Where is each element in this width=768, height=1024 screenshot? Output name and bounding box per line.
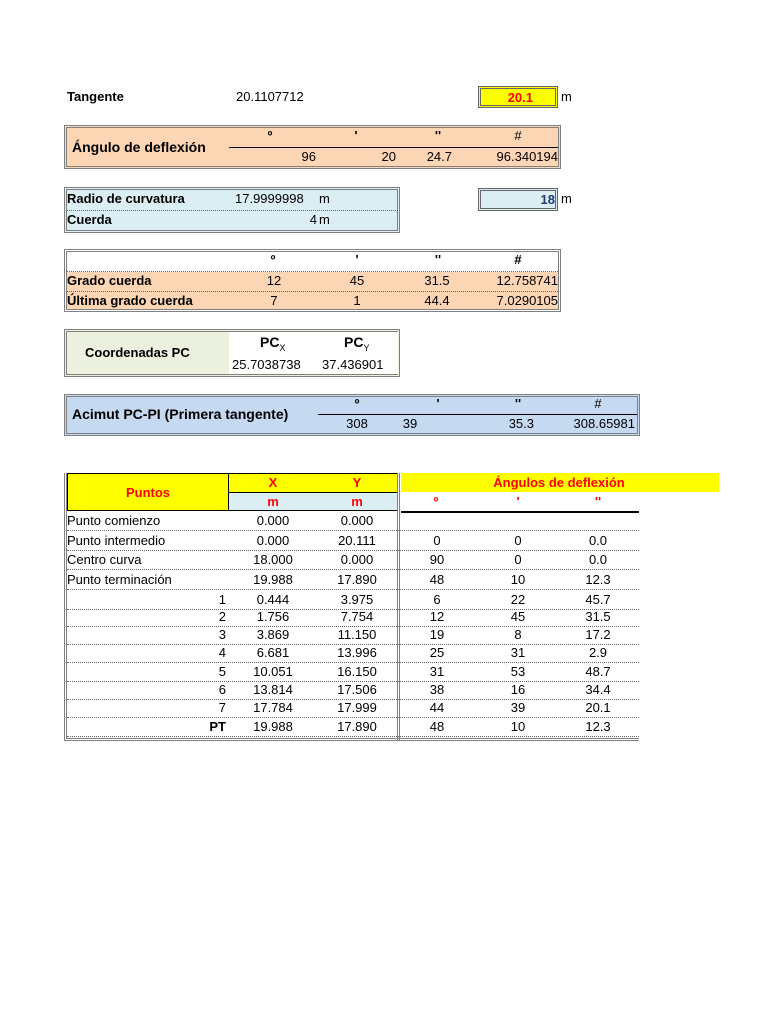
coord-hy-sub: Y [363,342,370,353]
grado-h-min: ' [355,252,359,267]
cuerda-value: 4 [309,212,317,227]
tabla-h-angulos: Ángulos de deflexión [493,475,625,490]
row-cell-s: 31.5 [585,609,611,624]
radio-label: Radio de curvatura [67,191,185,206]
acimut-h-dec: # [594,396,602,411]
row-cell-y: 20.111 [338,533,376,548]
coord-y: 37.436901 [322,357,384,372]
acimut-sec: 35.3 [508,416,534,431]
row-cell-m: 0 [514,552,522,567]
grado-row2-deg: 7 [270,293,278,308]
row-label: Punto intermedio [67,533,166,548]
acimut-h-sec: '' [514,396,522,411]
deflexion-deg: 96 [301,149,316,164]
row-cell-y: 17.890 [337,719,377,734]
row-cell-x: 1.756 [256,609,290,624]
row-cell-s: 0.0 [588,533,608,548]
deflexion-h-sec: '' [434,128,442,143]
coord-hy [344,333,369,357]
acimut-deg: 308 [346,416,368,431]
tabla-u-min: ' [516,494,520,509]
tangente-label: Tangente [67,89,124,104]
row-cell-m: 53 [510,664,526,679]
coord-hy-text: PC [344,334,364,350]
tabla-h-puntos: Puntos [125,485,171,500]
row-cell-g: 90 [429,552,445,567]
coord-hx-sub: X [279,342,286,353]
row-cell-y: 13.996 [337,645,377,660]
row-label: Centro curva [67,552,142,567]
row-cell-m: 22 [510,592,526,607]
row-cell-s: 45.7 [585,592,611,607]
row-cell-m: 39 [510,700,526,715]
row-label: Punto comienzo [67,513,161,528]
grado-h-deg: º [270,252,276,267]
coord-x: 25.7038738 [232,357,301,372]
row-cell-s: 2.9 [588,645,608,660]
row-cell-m: 10 [510,719,526,734]
tabla-u-y: m [351,494,363,509]
row-divider [67,530,639,531]
radio-rounded-box[interactable] [478,188,558,211]
coord-label: Coordenadas PC [85,345,190,360]
tabla-u-deg: º [433,494,439,509]
row-cell-m: 16 [510,682,526,697]
grado-row2-min: 1 [353,293,361,308]
radio-rounded: 18 [540,192,555,207]
row-cell-x: 10.051 [253,664,293,679]
row-cell-g: 48 [429,719,445,734]
tabla-h-x: X [268,475,278,490]
grado-row2-sec: 44.4 [424,293,450,308]
row-cell-g: 38 [429,682,445,697]
row-divider [67,569,639,570]
row-cell-x: 19.988 [253,572,293,587]
grado-row1-label: Grado cuerda [67,273,152,288]
tabla-separator [397,473,400,741]
row-cell-m: 45 [510,609,526,624]
row-cell-x: 6.681 [256,645,290,660]
row-cell-s: 34.4 [585,682,611,697]
row-number: 1 [218,592,226,607]
row-cell-g: 44 [429,700,445,715]
row-label: Punto terminación [67,572,172,587]
row-cell-y: 16.150 [337,664,377,679]
tabla-h-y: Y [352,475,362,490]
grado-row1-deg: 12 [266,273,282,288]
row-cell-y: 11.150 [337,627,377,642]
radio-rounded-unit: m [561,191,572,206]
row-cell-m: 0 [514,533,522,548]
row-cell-y: 17.506 [337,682,377,697]
acimut-min: 39 [402,416,418,431]
row-number: 2 [218,609,226,624]
coord-hx [260,333,285,357]
row-cell-x: 18.000 [253,552,293,567]
row-divider [67,736,639,737]
deflexion-min: 20 [381,149,396,164]
row-number: 5 [218,664,226,679]
row-cell-s: 48.7 [585,664,611,679]
acimut-h-deg: º [354,396,360,411]
row-number: 3 [218,627,226,642]
deflexion-sec: 24.7 [426,149,452,164]
tangente-rounded: 20.1 [507,90,533,105]
row-cell-g: 12 [429,609,445,624]
row-cell-x: 0.000 [256,513,290,528]
tangente-unit: m [561,89,572,104]
row-cell-y: 7.754 [340,609,374,624]
row-cell-s: 0.0 [588,552,608,567]
row-cell-y: 3.975 [340,592,374,607]
row-cell-y: 17.890 [337,572,377,587]
deflexion-h-deg: º [267,128,273,143]
row-divider [67,589,639,590]
grado-h-sec: '' [434,252,442,267]
row-cell-s: 20.1 [585,700,611,715]
coord-hx-text: PC [260,334,280,350]
grado-row1-dec: 12.758741 [496,273,558,288]
deflexion-label: Ángulo de deflexión [72,139,206,155]
row-cell-g: 48 [429,572,445,587]
row-cell-x: 17.784 [253,700,293,715]
deflexion-h-dec: # [514,128,522,143]
row-number: PT [209,719,226,734]
row-cell-s: 17.2 [585,627,611,642]
row-number: 7 [218,700,226,715]
grado-h-dec: # [514,252,522,267]
radio-value: 17.9999998 [235,191,304,206]
row-cell-x: 0.000 [256,533,290,548]
row-cell-s: 12.3 [585,572,611,587]
grado-row1-min: 45 [349,273,365,288]
row-cell-y: 0.000 [340,513,374,528]
row-cell-s: 12.3 [585,719,611,734]
cuerda-unit: m [319,212,330,227]
acimut-label: Acimut PC-PI (Primera tangente) [72,406,289,422]
row-cell-x: 3.869 [256,627,290,642]
row-cell-g: 19 [429,627,445,642]
row-cell-x: 19.988 [253,719,293,734]
row-number: 6 [218,682,226,697]
row-cell-x: 0.444 [256,592,290,607]
tabla-u-sec: '' [594,494,602,509]
tangente-value: 20.1107712 [236,89,304,104]
tabla-h-puntos-cell [67,473,229,511]
row-cell-m: 8 [514,627,522,642]
acimut-h-min: ' [436,396,440,411]
row-cell-m: 10 [510,572,526,587]
row-cell-m: 31 [510,645,526,660]
deflexion-dec: 96.340194 [496,149,558,164]
row-cell-g: 6 [433,592,441,607]
row-cell-g: 0 [433,533,441,548]
row-cell-y: 17.999 [337,700,377,715]
row-cell-g: 25 [429,645,445,660]
grado-row1-sec: 31.5 [424,273,450,288]
grado-row2-label: Última grado cuerda [67,293,193,308]
grado-row2-dec: 7.0290105 [496,293,558,308]
tangente-rounded-box[interactable] [478,86,558,108]
radio-unit: m [319,191,330,206]
row-number: 4 [218,645,226,660]
acimut-dec: 308.65981 [573,416,635,431]
row-cell-x: 13.814 [253,682,293,697]
deflexion-h-min: ' [354,128,358,143]
tabla-u-x: m [267,494,279,509]
row-cell-g: 31 [429,664,445,679]
row-cell-y: 0.000 [340,552,374,567]
cuerda-label: Cuerda [67,212,112,227]
